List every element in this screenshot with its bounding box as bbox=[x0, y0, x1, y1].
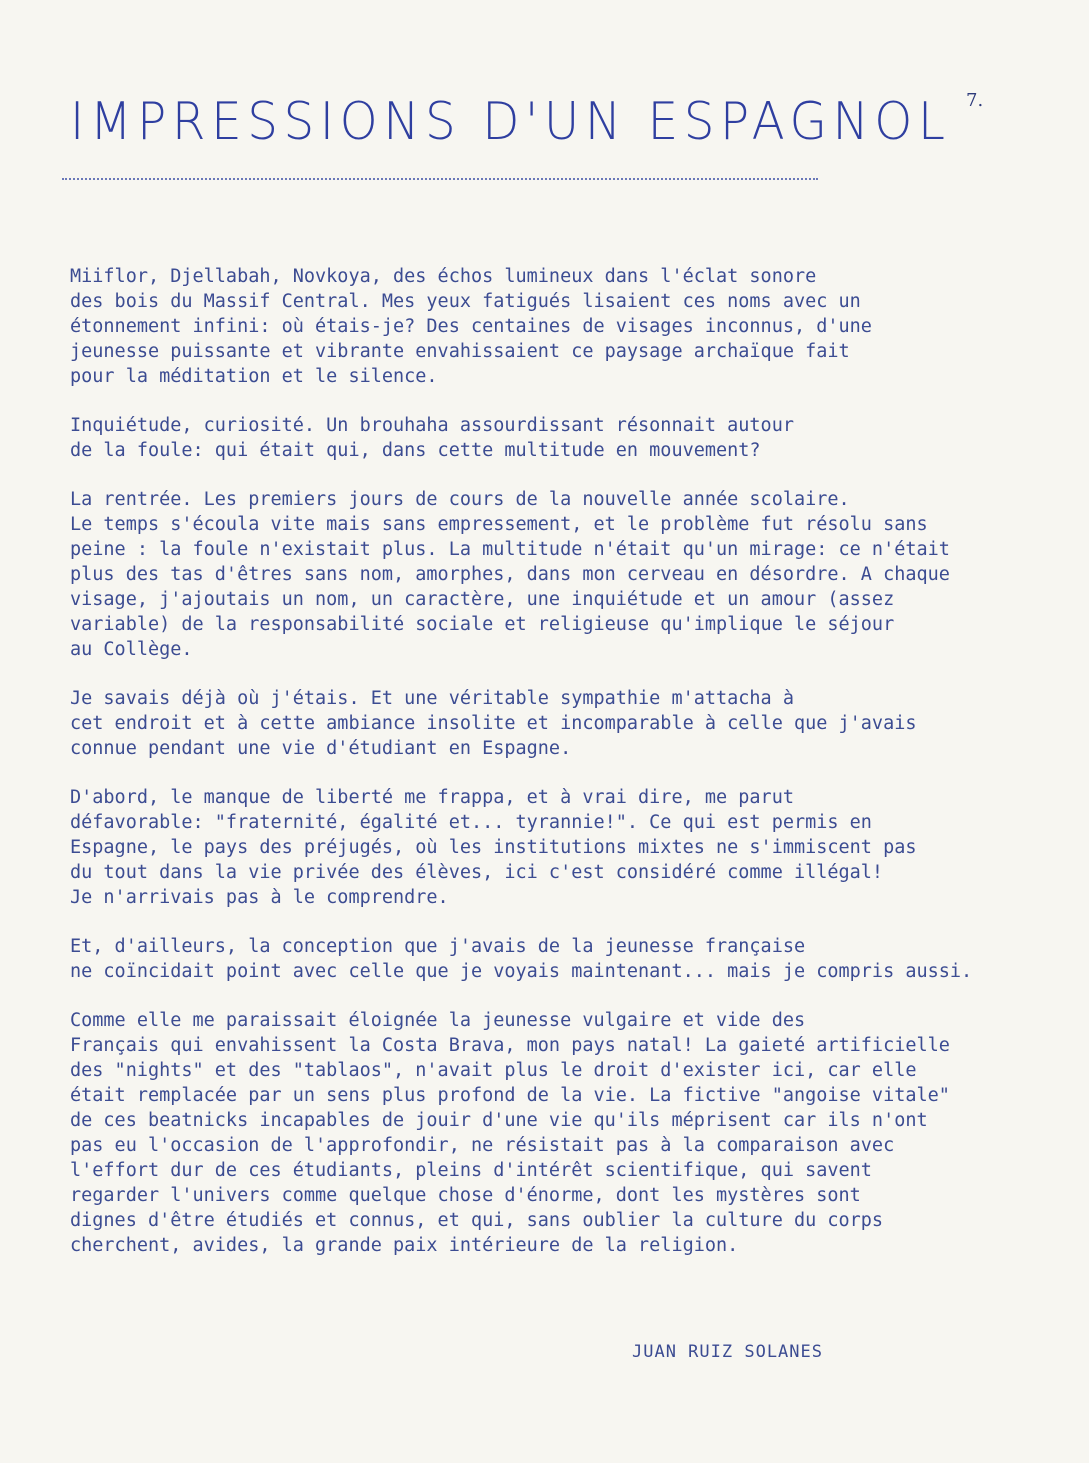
paragraph: La rentrée. Les premiers jours de cours de la nouvelle année scolaire. Le temps s'écoula vite mais sans empressement, et le problème fut résolu sans peine : la foule n'existait plus. La multitude n'était qu'un mirage: ce n'était plus des tas d'êtres sans nom, amorphes, dans mon cerveau en désordre. A chaque visage, j'ajoutais un nom, un caractère, une inquiétude et un amour (assez variable) de la responsabilité sociale et religieuse qu'implique le séjour au Collège. bbox=[70, 489, 950, 660]
article-body bbox=[70, 264, 1030, 1282]
paragraph: Miiflor, Djellabah, Novkoya, des échos lumineux dans l'éclat sonore des bois du Massif Central. Mes yeux fatigués lisaient ces noms avec un étonnement infini: où étais-je? Des centaines de visages inconnus, d'une jeunesse puissante et vibrante envahissaient ce paysage archaïque fait pour la méditation et le silence. bbox=[70, 266, 872, 387]
paragraph: Inquiétude, curiosité. Un brouhaha assourdissant résonnait autour de la foule: qui était qui, dans cette multitude en mouvement? bbox=[70, 415, 794, 461]
paragraph: Je savais déjà où j'étais. Et une véritable sympathie m'attacha à cet endroit et à cette ambiance insolite et incomparable à celle que j'avais connue pendant une vie d'étudiant en Espagne. bbox=[70, 688, 917, 759]
paragraph: Comme elle me paraissait éloignée la jeunesse vulgaire et vide des Français qui envahissent la Costa Brava, mon pays natal! La gaieté artificielle des "nights" et des "tablaos", n'avait plus le droit d'exister ici, car elle était remplacée par un sens plus profond de la vie. La fictive "angoise vitale" de ces beatnicks incapables de jouir d'une vie qu'ils méprisent car ils n'ont pas eu l'occasion de l'approfondir, ne résistait pas à la comparaison avec l'effort dur de ces étudiants, pleins d'intérêt scientifique, qui savent regarder l'univers comme quelque chose d'énorme, dont les mystères sont dignes d'être étudiés et connus, et qui, sans oublier la culture du corps cherchent, avides, la grande paix intérieure de la religion. bbox=[70, 1010, 950, 1256]
page-number: 7. bbox=[966, 90, 984, 111]
title-underline bbox=[62, 178, 818, 180]
paragraph: Et, d'ailleurs, la conception que j'avais de la jeunesse française ne coïncidait point avec celle que je voyais maintenant... mais je compris aussi. bbox=[70, 936, 973, 982]
paragraph: D'abord, le manque de liberté me frappa, et à vrai dire, me parut défavorable: "fraternité, égalité et... tyrannie!". Ce qui est permis en Espagne, le pays des préjugés, où les institutions mixtes ne s'immiscent pas du tout dans la vie privée des élèves, ici c'est considéré comme illégal! Je n'arrivais pas à le comprendre. bbox=[70, 787, 917, 908]
document-title: IMPRESSIONS D'UN ESPAGNOL bbox=[70, 92, 951, 152]
author-signature: JUAN RUIZ SOLANES bbox=[632, 1342, 823, 1362]
